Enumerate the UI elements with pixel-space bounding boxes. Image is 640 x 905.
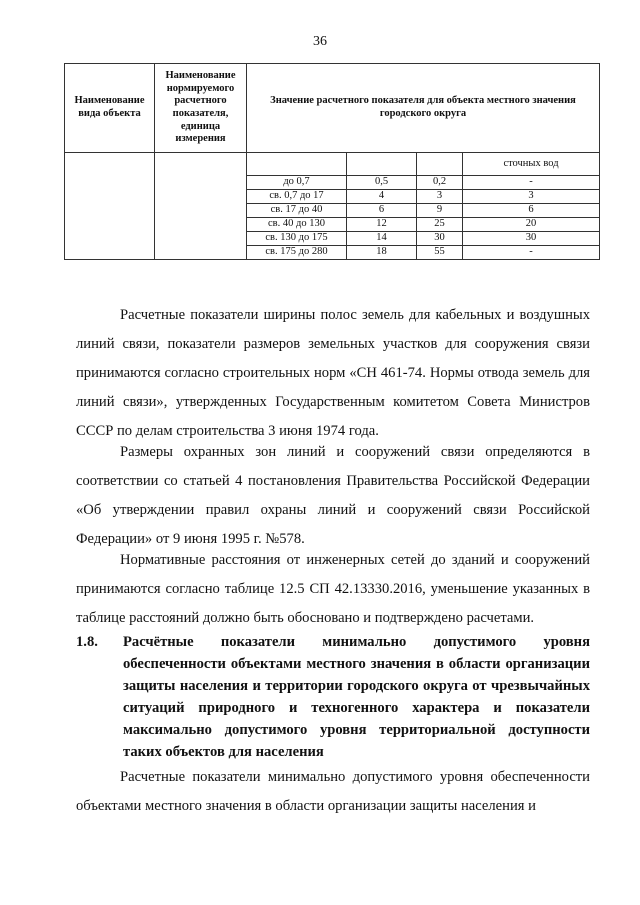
table-cell: 3 <box>417 190 463 204</box>
table-cell: св. 0,7 до 17 <box>247 190 347 204</box>
table-cell: 20 <box>463 218 600 232</box>
table-cell: до 0,7 <box>247 176 347 190</box>
section-title: Расчётные показатели минимально допустимого уровня обеспеченности объектами местного значения в области организации защиты населения и территории городского округа от чрезвычайных ситуаций природного и техногенного характера и показатели максимально допустимого уровня территориальной доступности таких объектов для населения <box>123 634 590 760</box>
table-cell-object-type <box>65 153 155 260</box>
paragraph-civil-defense <box>76 763 590 821</box>
table-cell: 30 <box>417 232 463 246</box>
page-number: 36 <box>313 34 327 49</box>
subheader-wastewater: сточных вод <box>463 153 600 176</box>
subheader-cell <box>417 153 463 176</box>
paragraph-text: Расчетные показатели ширины полос земель для кабельных и воздушных линий связи, показатели размеров земельных участков для сооружения связи принимаются согласно строительных норм «СН 461-74. Нормы отвода земель для линий связи», утвержденных Государственным комитетом Совета Министров СССР по делам строительства 3 июня 1974 года. <box>76 307 590 439</box>
subheader-cell <box>347 153 417 176</box>
header-object-type: Наименование вида объекта <box>65 64 155 153</box>
table-subheader-row <box>65 153 600 176</box>
table-cell: 6 <box>347 204 417 218</box>
table-cell: 25 <box>417 218 463 232</box>
header-value: Значение расчетного показателя для объекта местного значения городского округа <box>247 64 600 153</box>
paragraph-text: Размеры охранных зон линий и сооружений связи определяются в соответствии со статьей 4 постановления Правительства Российской Федерации «Об утверждении правил охраны линий и сооружений связи Российской Федерации» от 9 июня 1995 г. №578. <box>76 444 590 547</box>
table-cell: 4 <box>347 190 417 204</box>
header-indicator: Наименование нормируемого расчетного показателя, единица измерения <box>155 64 247 153</box>
table-cell: 55 <box>417 246 463 260</box>
table-cell: 9 <box>417 204 463 218</box>
paragraph-text: Расчетные показатели минимально допустимого уровня обеспеченности объектами местного значения в области организации защиты населения и <box>76 769 590 814</box>
table-cell: св. 130 до 175 <box>247 232 347 246</box>
table-cell: 18 <box>347 246 417 260</box>
table-header-row <box>65 64 600 153</box>
paragraph-communication-lines <box>76 301 590 446</box>
section-heading <box>76 631 590 763</box>
table-cell: 14 <box>347 232 417 246</box>
table-cell-indicator <box>155 153 247 260</box>
section-number: 1.8. <box>76 634 98 650</box>
table-cell: 0,2 <box>417 176 463 190</box>
table-cell: - <box>463 176 600 190</box>
paragraph-text: Нормативные расстояния от инженерных сетей до зданий и сооружений принимаются согласно таблице 12.5 СП 42.13330.2016, уменьшение указанных в таблице расстояний должно быть обосновано и подтверждено расчетами. <box>76 552 590 626</box>
table-cell: св. 17 до 40 <box>247 204 347 218</box>
table-cell: 30 <box>463 232 600 246</box>
regulation-table <box>64 63 600 260</box>
table-cell: 12 <box>347 218 417 232</box>
table-cell: 0,5 <box>347 176 417 190</box>
table-cell: св. 40 до 130 <box>247 218 347 232</box>
subheader-cell <box>247 153 347 176</box>
table-cell: 6 <box>463 204 600 218</box>
paragraph-normative-distances <box>76 546 590 633</box>
table-cell: - <box>463 246 600 260</box>
table-cell: 3 <box>463 190 600 204</box>
paragraph-protection-zones <box>76 438 590 554</box>
table-cell: св. 175 до 280 <box>247 246 347 260</box>
